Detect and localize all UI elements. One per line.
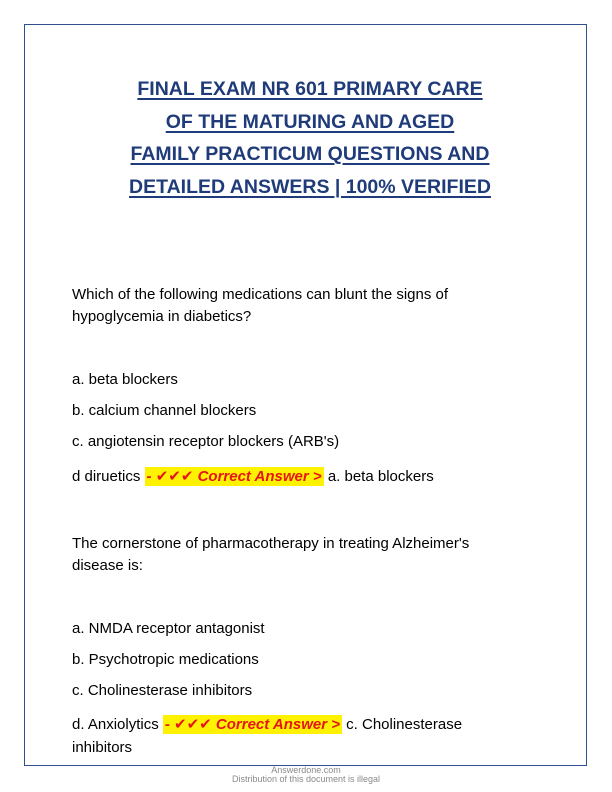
question-2-option-b: b. Psychotropic medications <box>72 651 259 668</box>
title-line-4: DETAILED ANSWERS | 100% VERIFIED <box>129 175 491 198</box>
title-line-3: FAMILY PRACTICUM QUESTIONS AND <box>130 143 490 165</box>
question-1-option-d: d diruetics <box>72 468 145 485</box>
question-2-answer-continued: inhibitors <box>72 739 133 756</box>
title-line-1: FINAL EXAM NR 601 PRIMARY CARE <box>137 78 483 100</box>
question-1-answer: a. beta blockers <box>323 468 434 485</box>
question-2-option-d: d. Anxiolytics <box>72 716 163 733</box>
question-2-answer-line <box>72 715 462 735</box>
title-line-2: OF THE MATURING AND AGED <box>165 110 455 133</box>
question-1-option-c: c. angiotensin receptor blockers (ARB's) <box>72 433 340 450</box>
question-1-option-a: a. beta blockers <box>72 371 178 388</box>
question-1-prompt-line-2: hypoglycemia in diabetics? <box>72 308 252 325</box>
question-2-option-a: a. NMDA receptor antagonist <box>72 620 265 637</box>
question-1-option-b: b. calcium channel blockers <box>72 402 257 419</box>
question-1-answer-line <box>72 467 434 487</box>
question-2-prompt-line-1: The cornerstone of pharmacotherapy in treating Alzheimer's <box>72 535 470 552</box>
footer-site-watermark: Answerdone.com <box>271 765 341 775</box>
question-2-prompt-line-2: disease is: <box>72 557 143 574</box>
question-2-option-c: c. Cholinesterase inhibitors <box>72 682 253 699</box>
question-1-prompt-line-1: Which of the following medications can blunt the signs of <box>72 286 449 303</box>
correct-answer-marker: - ✔✔✔ Correct Answer > <box>146 468 322 485</box>
question-2-answer: c. Cholinesterase <box>341 716 463 733</box>
footer-distribution-notice: Distribution of this document is illegal <box>231 774 381 784</box>
correct-answer-marker: - ✔✔✔ Correct Answer > <box>164 716 340 733</box>
document-title <box>60 73 560 203</box>
